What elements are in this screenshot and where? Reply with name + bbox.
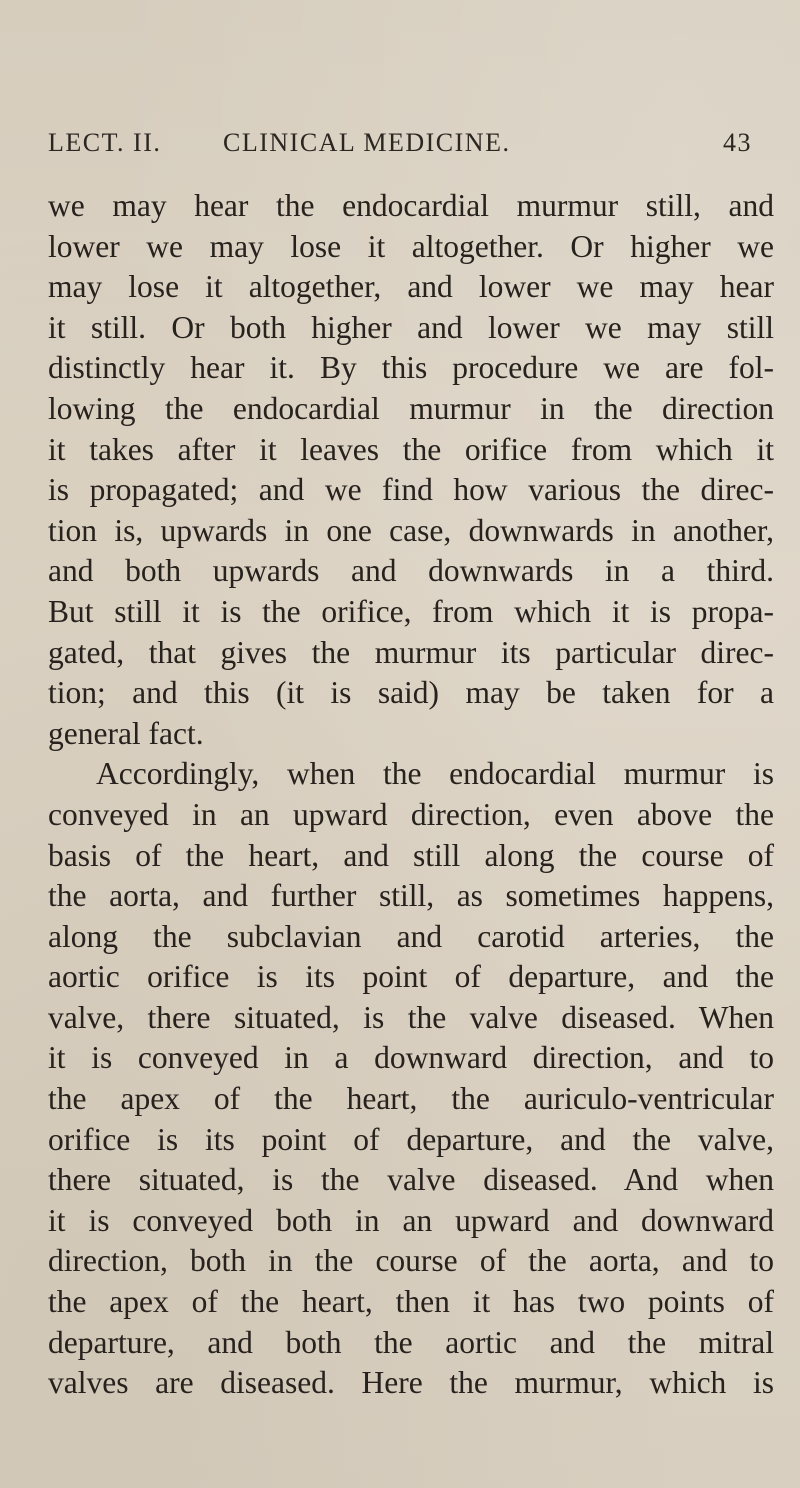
text-line: along the subclavian and carotid arteries, the — [48, 918, 774, 954]
text-line: direction, both in the course of the aorta, and to — [48, 1243, 774, 1279]
text-line: it is conveyed both in an upward and downward — [48, 1202, 774, 1238]
running-title: CLINICAL MEDICINE. — [223, 128, 511, 157]
text-line: tion; and this (it is said) may be taken for a — [48, 675, 774, 711]
text-line: is propagated; and we find how various the direc- — [48, 472, 774, 508]
text-line: it still. Or both higher and lower we may still — [48, 309, 774, 345]
text-line: it takes after it leaves the orifice from which it — [48, 431, 774, 467]
text-line: Accordingly, when the endocardial murmur is — [96, 756, 774, 792]
text-line: valve, there situated, is the valve diseased. When — [48, 999, 774, 1035]
lecture-number: LECT. II. — [48, 128, 162, 157]
text-line: But still it is the orifice, from which it is propa- — [48, 593, 774, 629]
text-line: the apex of the heart, the auriculo-ventricular — [48, 1081, 774, 1117]
text-line: basis of the heart, and still along the course of — [48, 837, 774, 873]
text-line: valves are diseased. Here the murmur, which is — [48, 1365, 774, 1401]
text-line: we may hear the endocardial murmur still, and — [48, 188, 774, 223]
text-line: distinctly hear it. By this procedure we are fol- — [48, 350, 774, 386]
text-line: conveyed in an upward direction, even above the — [48, 796, 774, 832]
text-line: there situated, is the valve diseased. And when — [48, 1162, 774, 1198]
text-line: tion is, upwards in one case, downwards in another, — [48, 512, 774, 548]
text-line: and both upwards and downwards in a third. — [48, 553, 774, 589]
text-line: general fact. — [48, 715, 204, 751]
text-line: lowing the endocardial murmur in the direction — [48, 390, 774, 426]
text-line: gated, that gives the murmur its particular direc- — [48, 634, 774, 670]
text-line: lower we may lose it altogether. Or higher we — [48, 228, 774, 264]
running-head — [48, 128, 752, 164]
page-number: 43 — [723, 128, 752, 157]
text-line: the aorta, and further still, as sometimes happens, — [48, 878, 774, 914]
text-line: aortic orifice is its point of departure, and the — [48, 959, 774, 995]
body-text — [48, 186, 774, 1404]
text-line: may lose it altogether, and lower we may hear — [48, 269, 774, 305]
text-line: orifice is its point of departure, and the valve, — [48, 1121, 774, 1157]
text-line: departure, and both the aortic and the mitral — [48, 1324, 774, 1360]
text-line: it is conveyed in a downward direction, and to — [48, 1040, 774, 1076]
text-line: the apex of the heart, then it has two points of — [48, 1284, 774, 1320]
